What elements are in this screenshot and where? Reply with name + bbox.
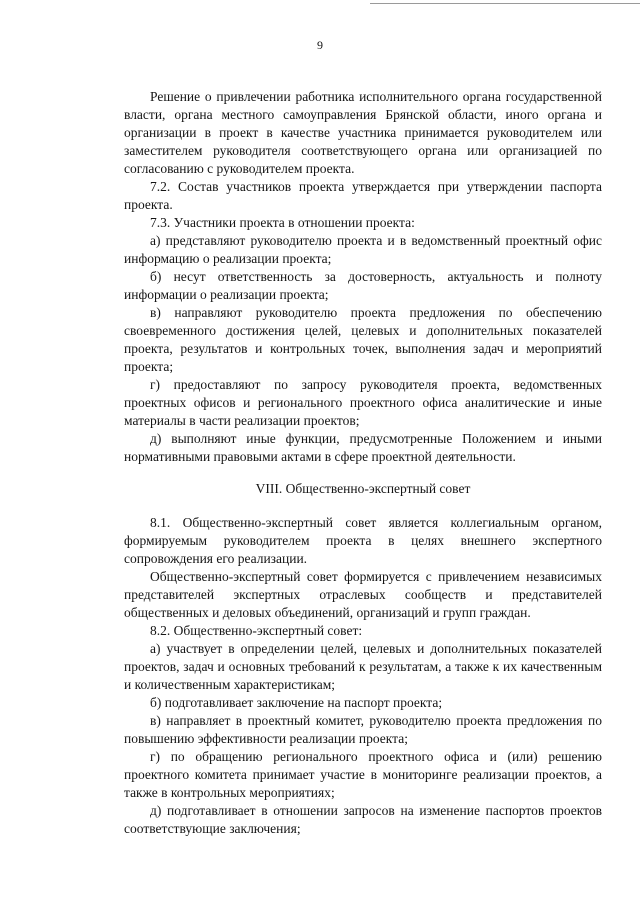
list-item-7-3-d: д) выполняют иные функции, предусмотренные Положением и иными нормативными правовыми актами в сфере проектной деятельности. [124, 431, 602, 464]
list-item-8-2-b: б) подготавливает заключение на паспорт проекта; [150, 695, 443, 710]
paragraph-7-2: 7.2. Состав участников проекта утверждается при утверждении паспорта проекта. [124, 179, 602, 212]
participant-decision-paragraph: Решение о привлечении работника исполнительного органа государственной власти, органа местного самоуправления Брянской области, иного органа и организации в проект в качестве участника принимается руководителем или заместителем руководителя соответствующего органа или организацией по согласованию с руководителем проекта. [124, 89, 602, 176]
page-number: 9 [317, 38, 323, 52]
list-item-7-3-b: б) несут ответственность за достоверность, актуальность и полноту информации о реализации проекта; [124, 269, 602, 302]
list-item-7-3-a: а) представляют руководителю проекта и в ведомственный проектный офис информацию о реализации проекта; [124, 233, 602, 266]
top-rule [370, 3, 640, 4]
list-item-8-2-v: в) направляет в проектный комитет, руководителю проекта предложения по повышению эффективности реализации проекта; [124, 713, 602, 746]
list-item-7-3-g: г) предоставляют по запросу руководителя проекта, ведомственных проектных офисов и регионального проектного офиса аналитические и иные материалы в части реализации проектов; [124, 377, 602, 428]
document-body [124, 88, 602, 838]
list-item-8-2-a: а) участвует в определении целей, целевых и дополнительных показателей проектов, задач и основных требований к результатам, а также к их качественным и количественным характеристикам; [124, 641, 602, 692]
paragraph-8-1: 8.1. Общественно-экспертный совет является коллегиальным органом, формируемым руководителем проекта в целях внешнего экспертного сопровождения его реализации. [124, 515, 602, 566]
paragraph-7-3: 7.3. Участники проекта в отношении проекта: [150, 215, 415, 230]
paragraph-8-2: 8.2. Общественно-экспертный совет: [150, 623, 363, 638]
section-heading-viii: VIII. Общественно-экспертный совет [255, 481, 471, 496]
paragraph-8-1-continued: Общественно-экспертный совет формируется с привлечением независимых представителей экспертных отраслевых сообществ и представителей общественных и деловых объединений, организаций и групп граждан. [124, 569, 602, 620]
list-item-8-2-g: г) по обращению регионального проектного офиса и (или) решению проектного комитета принимает участие в мониторинге реализации проектов, а также в контрольных мероприятиях; [124, 749, 602, 800]
list-item-7-3-v: в) направляют руководителю проекта предложения по обеспечению своевременного достижения целей, целевых и дополнительных показателей проекта, результатов и контрольных точек, выполнения задач и мероприятий проекта; [124, 305, 602, 374]
list-item-8-2-d: д) подготавливает в отношении запросов на изменение паспортов проектов соответствующие заключения; [124, 803, 602, 836]
